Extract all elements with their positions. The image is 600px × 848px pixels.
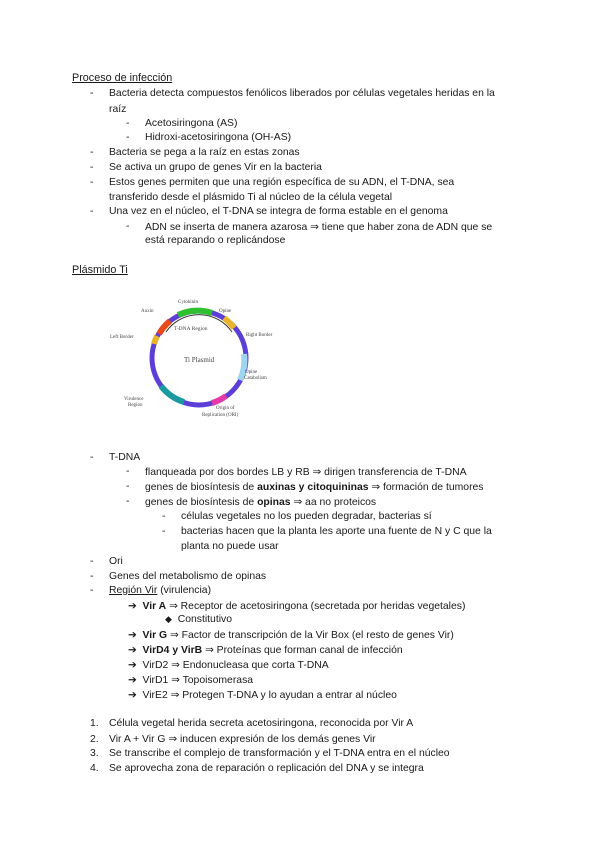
text: ⇒ Factor de transcripción de la Vir Box (el resto de genes Vir) <box>167 630 454 641</box>
text: ⇒ Receptor de acetosiringona (secretada por heridas vegetales) <box>166 601 466 612</box>
sub-sub-list-item-continuation: planta no puede usar <box>181 541 279 552</box>
sub-list-item <box>145 481 484 493</box>
label-ori-1: Origin of <box>216 406 235 411</box>
bold-text: Vir G <box>142 630 168 641</box>
sub-sub-list-item: - bacterias hacen que la planta les aporte una fuente de N y C que la <box>181 526 492 537</box>
diamond-bullet-icon: ◆ <box>165 614 172 624</box>
numbered-item <box>90 718 413 729</box>
arrow-icon: ➔ <box>128 601 137 612</box>
bold-text: auxinas y citoquininas <box>257 482 369 493</box>
sub-list-item: - flanqueada por dos bordes LB y RB ⇒ dirigen transferencia de T-DNA <box>145 466 467 478</box>
step-text: Célula vegetal herida secreta acetosiringona, reconocida por Vir A <box>109 718 414 729</box>
list-item: - Una vez en el núcleo, el T-DNA se integra de forma estable en el genoma <box>109 206 448 217</box>
numbered-item <box>90 733 376 745</box>
sub-list-item: - Hidroxi-acetosiringona (OH-AS) <box>145 132 291 143</box>
list-item: - Estos genes permiten que una región específica de su ADN, el T-DNA, sea <box>109 177 454 188</box>
tdna-region-label: T-DNA Region <box>174 326 208 332</box>
list-item-continuation: raíz <box>109 104 127 115</box>
sub-list-item-continuation: está reparando o replicándose <box>145 235 286 246</box>
bold-text: VirD4 y VirB <box>142 645 203 656</box>
list-item: - Bacteria se pega a la raíz en estas zonas <box>109 147 300 158</box>
sub-sub-list-item: - células vegetales no los pueden degradar, bacterias sí <box>181 511 432 522</box>
label-ori-2: Replication (ORI) <box>202 413 239 418</box>
text: genes de biosíntesis de <box>145 482 258 493</box>
list-item: - T-DNA <box>109 452 140 463</box>
numbered-item <box>90 763 424 774</box>
arrow-list-item <box>128 674 253 686</box>
text: VirE2 ⇒ Protegen T-DNA y lo ayudan a entrar al núcleo <box>142 690 397 701</box>
label-left-border: Left Border <box>110 335 134 340</box>
label-opine: Opine <box>219 309 232 314</box>
step-text: Vir A + Vir G ⇒ inducen expresión de los demás genes Vir <box>109 734 376 745</box>
text: VirD2 ⇒ Endonucleasa que corta T-DNA <box>142 660 329 671</box>
text: (virulencia) <box>157 585 212 596</box>
list-item: - Bacteria detecta compuestos fenólicos liberados por células vegetales heridas en la <box>109 88 495 99</box>
list-item <box>109 585 211 596</box>
label-virulence-1: Virulence <box>124 397 144 402</box>
segment-virulence <box>161 386 184 402</box>
label-cytokinin: Cytokinin <box>178 300 199 305</box>
sub-list-item: - ADN se inserta de manera azarosa ⇒ tiene que haber zona de ADN que se <box>145 221 492 233</box>
ti-plasmid-diagram <box>104 292 282 422</box>
step-number: 1. <box>90 718 99 729</box>
vir-region-title: Región Vir <box>109 585 158 596</box>
arrow-icon: ➔ <box>128 660 137 671</box>
step-number: 4. <box>90 763 99 774</box>
text: ⇒ formación de tumores <box>368 482 484 493</box>
step-text: Se transcribe el complejo de transformación y el T-DNA entra en el núcleo <box>109 748 450 759</box>
list-item-continuation: transferido desde el plásmido Ti al núcleo de la célula vegetal <box>109 192 393 203</box>
sub-list-item <box>145 496 376 508</box>
arrow-list-item <box>128 644 403 656</box>
text: Constitutivo <box>177 614 232 625</box>
arrow-icon: ➔ <box>128 630 137 641</box>
diamond-list-item <box>165 614 232 625</box>
section-title-plasmid: Plásmido Ti <box>72 264 128 276</box>
segment-right-border <box>224 318 234 328</box>
text: genes de biosíntesis de <box>145 497 258 508</box>
step-number: 3. <box>90 748 99 759</box>
step-text: Se aprovecha zona de reparación o replicación del DNA y se integra <box>109 763 424 774</box>
text: ⇒ Proteínas que forman canal de infección <box>202 645 403 656</box>
arrow-icon: ➔ <box>128 675 137 686</box>
bold-text: Vir A <box>142 601 167 612</box>
numbered-item <box>90 748 450 759</box>
arrow-list-item <box>128 689 397 701</box>
list-item: - Genes del metabolismo de opinas <box>109 571 266 582</box>
step-number: 2. <box>90 734 99 745</box>
sub-list-item: - Acetosiringona (AS) <box>145 118 237 129</box>
segment-auxin <box>159 321 170 334</box>
arrow-icon: ➔ <box>128 690 137 701</box>
label-virulence-2: Region <box>128 403 143 408</box>
segment-left-border <box>154 336 157 344</box>
label-opine-catabolism-1: Opine <box>245 370 258 375</box>
bold-text: opinas <box>257 497 291 508</box>
center-label: Ti Plasmid <box>184 356 215 364</box>
section-title-infection: Proceso de infección <box>72 72 173 84</box>
label-auxin: Auxin <box>141 309 154 314</box>
arrow-list-item <box>128 629 454 641</box>
arrow-icon: ➔ <box>128 645 137 656</box>
list-item: - Se activa un grupo de genes Vir en la bacteria <box>109 162 322 173</box>
list-item: - Ori <box>109 556 123 567</box>
arrow-list-item <box>128 600 465 612</box>
text: VirD1 ⇒ Topoisomerasa <box>142 675 254 686</box>
label-opine-catabolism-2: Catabolism <box>244 376 267 381</box>
label-right-border: Right Border <box>246 333 273 338</box>
text: ⇒ aa no proteicos <box>290 497 377 508</box>
arrow-list-item <box>128 659 329 671</box>
segment-ori <box>212 396 226 403</box>
